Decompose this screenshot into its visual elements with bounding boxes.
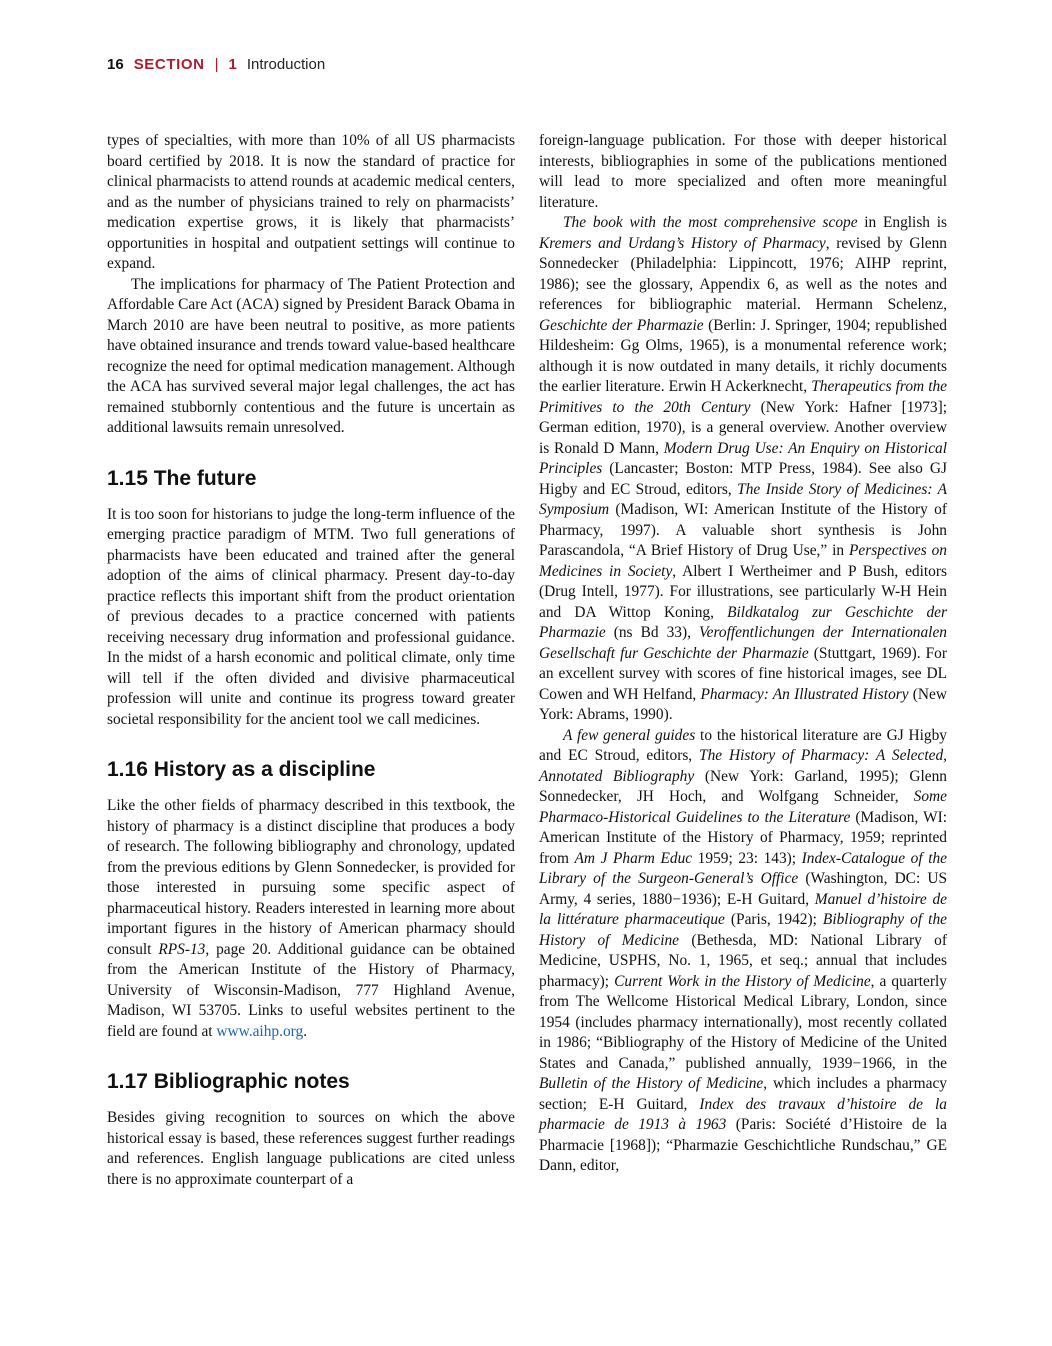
header-divider: | — [214, 56, 219, 73]
text-run: , Albert I Wertheimer and P Bush, editors (Drug Intell, 1977). For illustrations, see particularly W-H Hein and DA Wittop Koning, — [539, 562, 947, 621]
paragraph-foreign-language: foreign-language publication. For those with deeper historical interests, bibliographies in some of the publications mentioned will lead to more specialized and often more meaningful literature. — [539, 132, 947, 211]
paragraph-aca: The implications for pharmacy of The Patient Protection and Affordable Care Act (ACA) signed by President Barack Obama in March 2010 are have been neutral to positive, as more patients have obtained insurance and trends toward value-based healthcare recognize the need for optimal medication management. Although the ACA has survived several major legal challenges, the act has remained stubbornly contentious and the future is uncertain as additional lawsuits remain unresolved. — [107, 275, 515, 436]
text-run: in English is — [857, 214, 947, 231]
text-run-italic: Current Work in the History of Medicine — [614, 972, 871, 990]
text-run-italic: Bibliography of the History of Medicine — [539, 911, 947, 949]
text-run-italic: Kremers and Urdang’s History of Pharmacy — [539, 234, 826, 252]
text-run: , revised by Glenn Sonnedecker (Philadelphia: Lippincott, 1976; AIHP reprint, 1986); see the glossary, Appendix 6, as well as the notes and references for bibliographic material. Hermann Schelenz, — [539, 234, 947, 313]
left-column — [107, 131, 515, 1190]
paragraph-specialties: types of specialties, with more than 10% of all US pharmacists board certified by 2018. It is now the standard of practice for clinical pharmacists to attend rounds at academic medical centers, and as the number of physicians trained to rely on pharmacists’ medication expertise grows, it is likely that pharmacists’ opportunities in hospital and outpatient settings will continue to expand. — [107, 132, 515, 272]
text-run: (Lancaster; Boston: MTP Press, 1984). See also GJ Higby and EC Stroud, editors, — [539, 460, 947, 498]
text-run: , page 20. Additional guidance can be obtained from the American Institute of the History of Pharmacy, University of Wisconsin-Madison, 777 Highland Avenue, Madison, WI 53705. Links to useful websites pertinent to the field are found at — [107, 940, 516, 1040]
text-run-italic: Perspectives on Medicines in Society — [539, 542, 948, 580]
text-run-italic: Some Pharmaco-Historical Guidelines to the Literature — [539, 788, 947, 826]
paragraph-history-discipline — [107, 796, 515, 1042]
text-run-italic: Bulletin of the History of Medicine — [539, 1075, 764, 1092]
text-run-italic: The Inside Story of Medicines: A Symposium — [539, 480, 947, 518]
text-run-italic: Am J Pharm Educ — [574, 849, 693, 867]
paragraph-the-future: It is too soon for historians to judge the long-term influence of the emerging practice paradigm of MTM. Two full generations of pharmacists have been educated and trained after the general adoption of the aims of clinical pharmacy. Present day-to-day practice reflects this important shift from the product orientation of previous decades to a practice concerned with patients receiving necessary drug information and professional guidance. In the midst of a harsh economic and political climate, only time will tell if the often divided and divisive pharmaceutical profession will unite and continue its progress toward greater societal responsibility for the ancient tool we call medicines. — [107, 505, 515, 728]
text-run: , a quarterly from The Wellcome Historical Medical Library, London, since 1954 (includes pharmacy internationally), most recently collated in 1986; “Bibliography of the History of Medicine of the United States and Canada,” published annually, 1939−1966, in the — [539, 972, 947, 1072]
text-run-italic: Modern Drug Use: An Enquiry on Historical Principles — [539, 439, 947, 477]
text-run-italic: The book with the most comprehensive scope — [563, 214, 858, 231]
text-run: to the historical literature are GJ Higby and EC Stroud, editors, — [539, 726, 947, 764]
section-label: SECTION — [133, 56, 205, 73]
text-run: (Berlin: J. Springer, 1904; republished Hildesheim: Gg Olms, 1965), is a monumental reference work; although it is now outdated in many details, it richly documents the earlier literature. Erwin H Ackerknecht, — [539, 316, 947, 395]
heading-bibliographic-notes: 1.17 Bibliographic notes — [107, 1070, 350, 1093]
text-run: (Madison, WI: American Institute of the History of Pharmacy, 1997). A valuable short synthesis is John Parascandola, “A Brief History of Drug Use,” in — [539, 501, 947, 559]
text-run-italic: Index-Catalogue of the Library of the Surgeon-General’s Office — [539, 849, 947, 887]
text-run-italic: Index des travaux d’histoire de la pharmacie de 1913 à 1963 — [539, 1095, 947, 1133]
text-run: (New York: Hafner [1973]; German edition, 1970), is a general overview. Another overview is Ronald D Mann, — [539, 398, 947, 457]
text-run-italic: Pharmacy: An Illustrated History — [700, 685, 909, 703]
text-run: (Madison, WI: American Institute of the History of Pharmacy, 1959; reprinted from — [539, 808, 947, 867]
heading-history-discipline: 1.16 History as a discipline — [107, 758, 376, 781]
section-number: 1 — [228, 56, 237, 73]
text-run-italic: Geschichte der Pharmazie — [539, 316, 704, 334]
paragraph-bibliographic-notes: Besides giving recognition to sources on which the above historical essay is based, these references suggest further readings and references. English language publications are cited unless there is no approximate counterpart of a — [107, 1109, 515, 1188]
text-run-italic: The History of Pharmacy: A Selected, Annotated Bibliography — [539, 747, 947, 785]
text-run: . — [303, 1022, 308, 1040]
text-run-italic: Manuel d’histoire de la littérature pharmaceutique — [539, 890, 948, 928]
text-run-italic: Veroffentlichungen der Internationalen Gesellschaft fur Geschichte der Pharmazie — [539, 624, 947, 662]
text-run: (New York: Abrams, 1990). — [539, 685, 947, 723]
text-run-italic: A few general guides — [563, 726, 696, 744]
running-header — [107, 56, 325, 73]
text-run: 1959; 23: 143); — [692, 849, 802, 867]
text-run: (Bethesda, MD: National Library of Medicine, USPHS, No. 1, 1965, et seq.; annual that includes pharmacy); — [539, 931, 947, 990]
text-run-italic: Therapeutics from the Primitives to the 20th Century — [539, 378, 947, 416]
paragraph-comprehensive-scope — [539, 213, 947, 726]
paragraph-general-guides — [539, 726, 947, 1177]
right-column — [539, 131, 947, 1177]
page-number: 16 — [107, 56, 124, 73]
text-run: (Paris: Société d’Histoire de la Pharmacie [1968]); “Pharmazie Geschichtliche Rundschau,” GE Dann, editor, — [539, 1116, 947, 1174]
heading-the-future: 1.15 The future — [107, 466, 257, 490]
section-title: Introduction — [246, 56, 326, 73]
text-run: (Washington, DC: US Army, 4 series, 1880−1936); E-H Guitard, — [539, 870, 948, 908]
text-run: Like the other fields of pharmacy described in this textbook, the history of pharmacy is a distinct discipline that produces a body of research. The following bibliography and chronology, updated from the previous editions by Glenn Sonnedecker, is provided for those interested in pursuing some specific aspect of pharmaceutical history. Readers interested in learning more about important figures in the history of American pharmacy should consult — [107, 797, 515, 958]
text-run: (Stuttgart, 1969). For an excellent survey with scores of fine historical images, see DL Cowen and WH Helfand, — [539, 644, 947, 703]
text-run-italic: RPS-13 — [158, 940, 206, 958]
text-run: (Paris, 1942); — [724, 911, 823, 928]
text-run: (New York: Garland, 1995); Glenn Sonnedecker, JH Hoch, and Wolfgang Schneider, — [539, 767, 947, 805]
text-run: (ns Bd 33), — [605, 624, 699, 641]
text-run: , which includes a pharmacy section; E-H Guitard, — [539, 1075, 948, 1113]
text-run-italic: Bildkatalog zur Geschichte der Pharmazie — [539, 603, 947, 641]
aihp-link[interactable]: www.aihp.org — [216, 1022, 304, 1040]
